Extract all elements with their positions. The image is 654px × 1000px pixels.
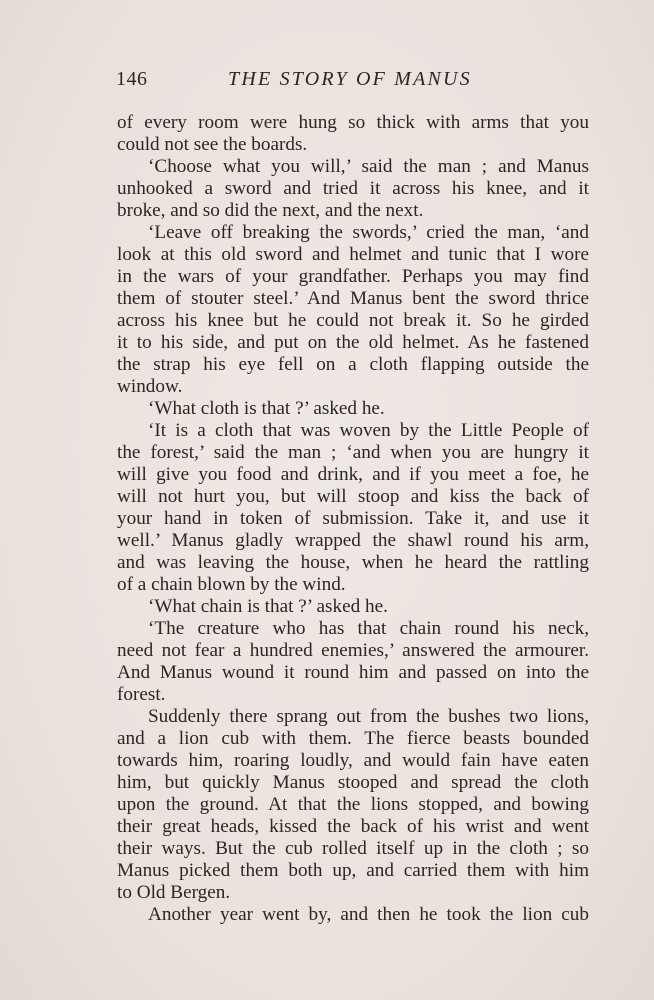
text-line: ‘Choose what you will,’ said the man ; and Manus [148,156,589,177]
text-line: unhooked a sword and tried it across his knee, and it [117,178,589,199]
text-line: broke, and so did the next, and the next. [117,200,424,221]
running-title: THE STORY OF MANUS [228,68,472,90]
text-line: the strap his eye fell on a cloth flapping outside the [117,354,589,375]
text-line: Another year went by, and then he took the lion cub [148,904,589,925]
text-line: it to his side, and put on the old helmet. As he fastened [117,332,589,353]
body-text [117,112,589,926]
text-line: their great heads, kissed the back of his wrist and went [117,816,589,837]
text-line: And Manus wound it round him and passed on into the [117,662,589,683]
text-line: of every room were hung so thick with arms that you [117,112,589,133]
text-line: window. [117,376,183,397]
text-line: will not hurt you, but will stoop and kiss the back of [117,486,589,507]
text-line: ‘It is a cloth that was woven by the Little People of [148,420,589,441]
text-line: of a chain blown by the wind. [117,574,346,595]
text-line: ‘Leave off breaking the swords,’ cried the man, ‘and [148,222,589,243]
text-line: your hand in token of submission. Take it, and use it [117,508,589,529]
text-line: need not fear a hundred enemies,’ answered the armourer. [117,640,589,661]
text-line: ‘What chain is that ?’ asked he. [148,596,388,617]
text-line: will give you food and drink, and if you meet a foe, he [117,464,589,485]
text-line: Manus picked them both up, and carried them with him [117,860,589,881]
text-line: their ways. But the cub rolled itself up in the cloth ; so [117,838,589,859]
text-line: and a lion cub with them. The fierce beasts bounded [117,728,589,749]
text-line: and was leaving the house, when he heard the rattling [117,552,589,573]
text-line: well.’ Manus gladly wrapped the shawl round his arm, [117,530,589,551]
page-header [116,68,592,98]
text-line: towards him, roaring loudly, and would fain have eaten [117,750,589,771]
text-line: them of stouter steel.’ And Manus bent the sword thrice [117,288,589,309]
text-line: the forest,’ said the man ; ‘and when you are hungry it [117,442,589,463]
text-line: Suddenly there sprang out from the bushes two lions, [148,706,589,727]
text-line: look at this old sword and helmet and tunic that I wore [117,244,589,265]
text-line: across his knee but he could not break it. So he girded [117,310,589,331]
text-line: in the wars of your grandfather. Perhaps you may find [117,266,589,287]
text-line: him, but quickly Manus stooped and spread the cloth [117,772,589,793]
text-line: forest. [117,684,166,705]
page-number: 146 [116,68,148,90]
text-line: to Old Bergen. [117,882,231,903]
text-line: could not see the boards. [117,134,308,155]
text-line: ‘What cloth is that ?’ asked he. [148,398,385,419]
text-line: ‘The creature who has that chain round his neck, [148,618,589,639]
text-line: upon the ground. At that the lions stopped, and bowing [117,794,589,815]
